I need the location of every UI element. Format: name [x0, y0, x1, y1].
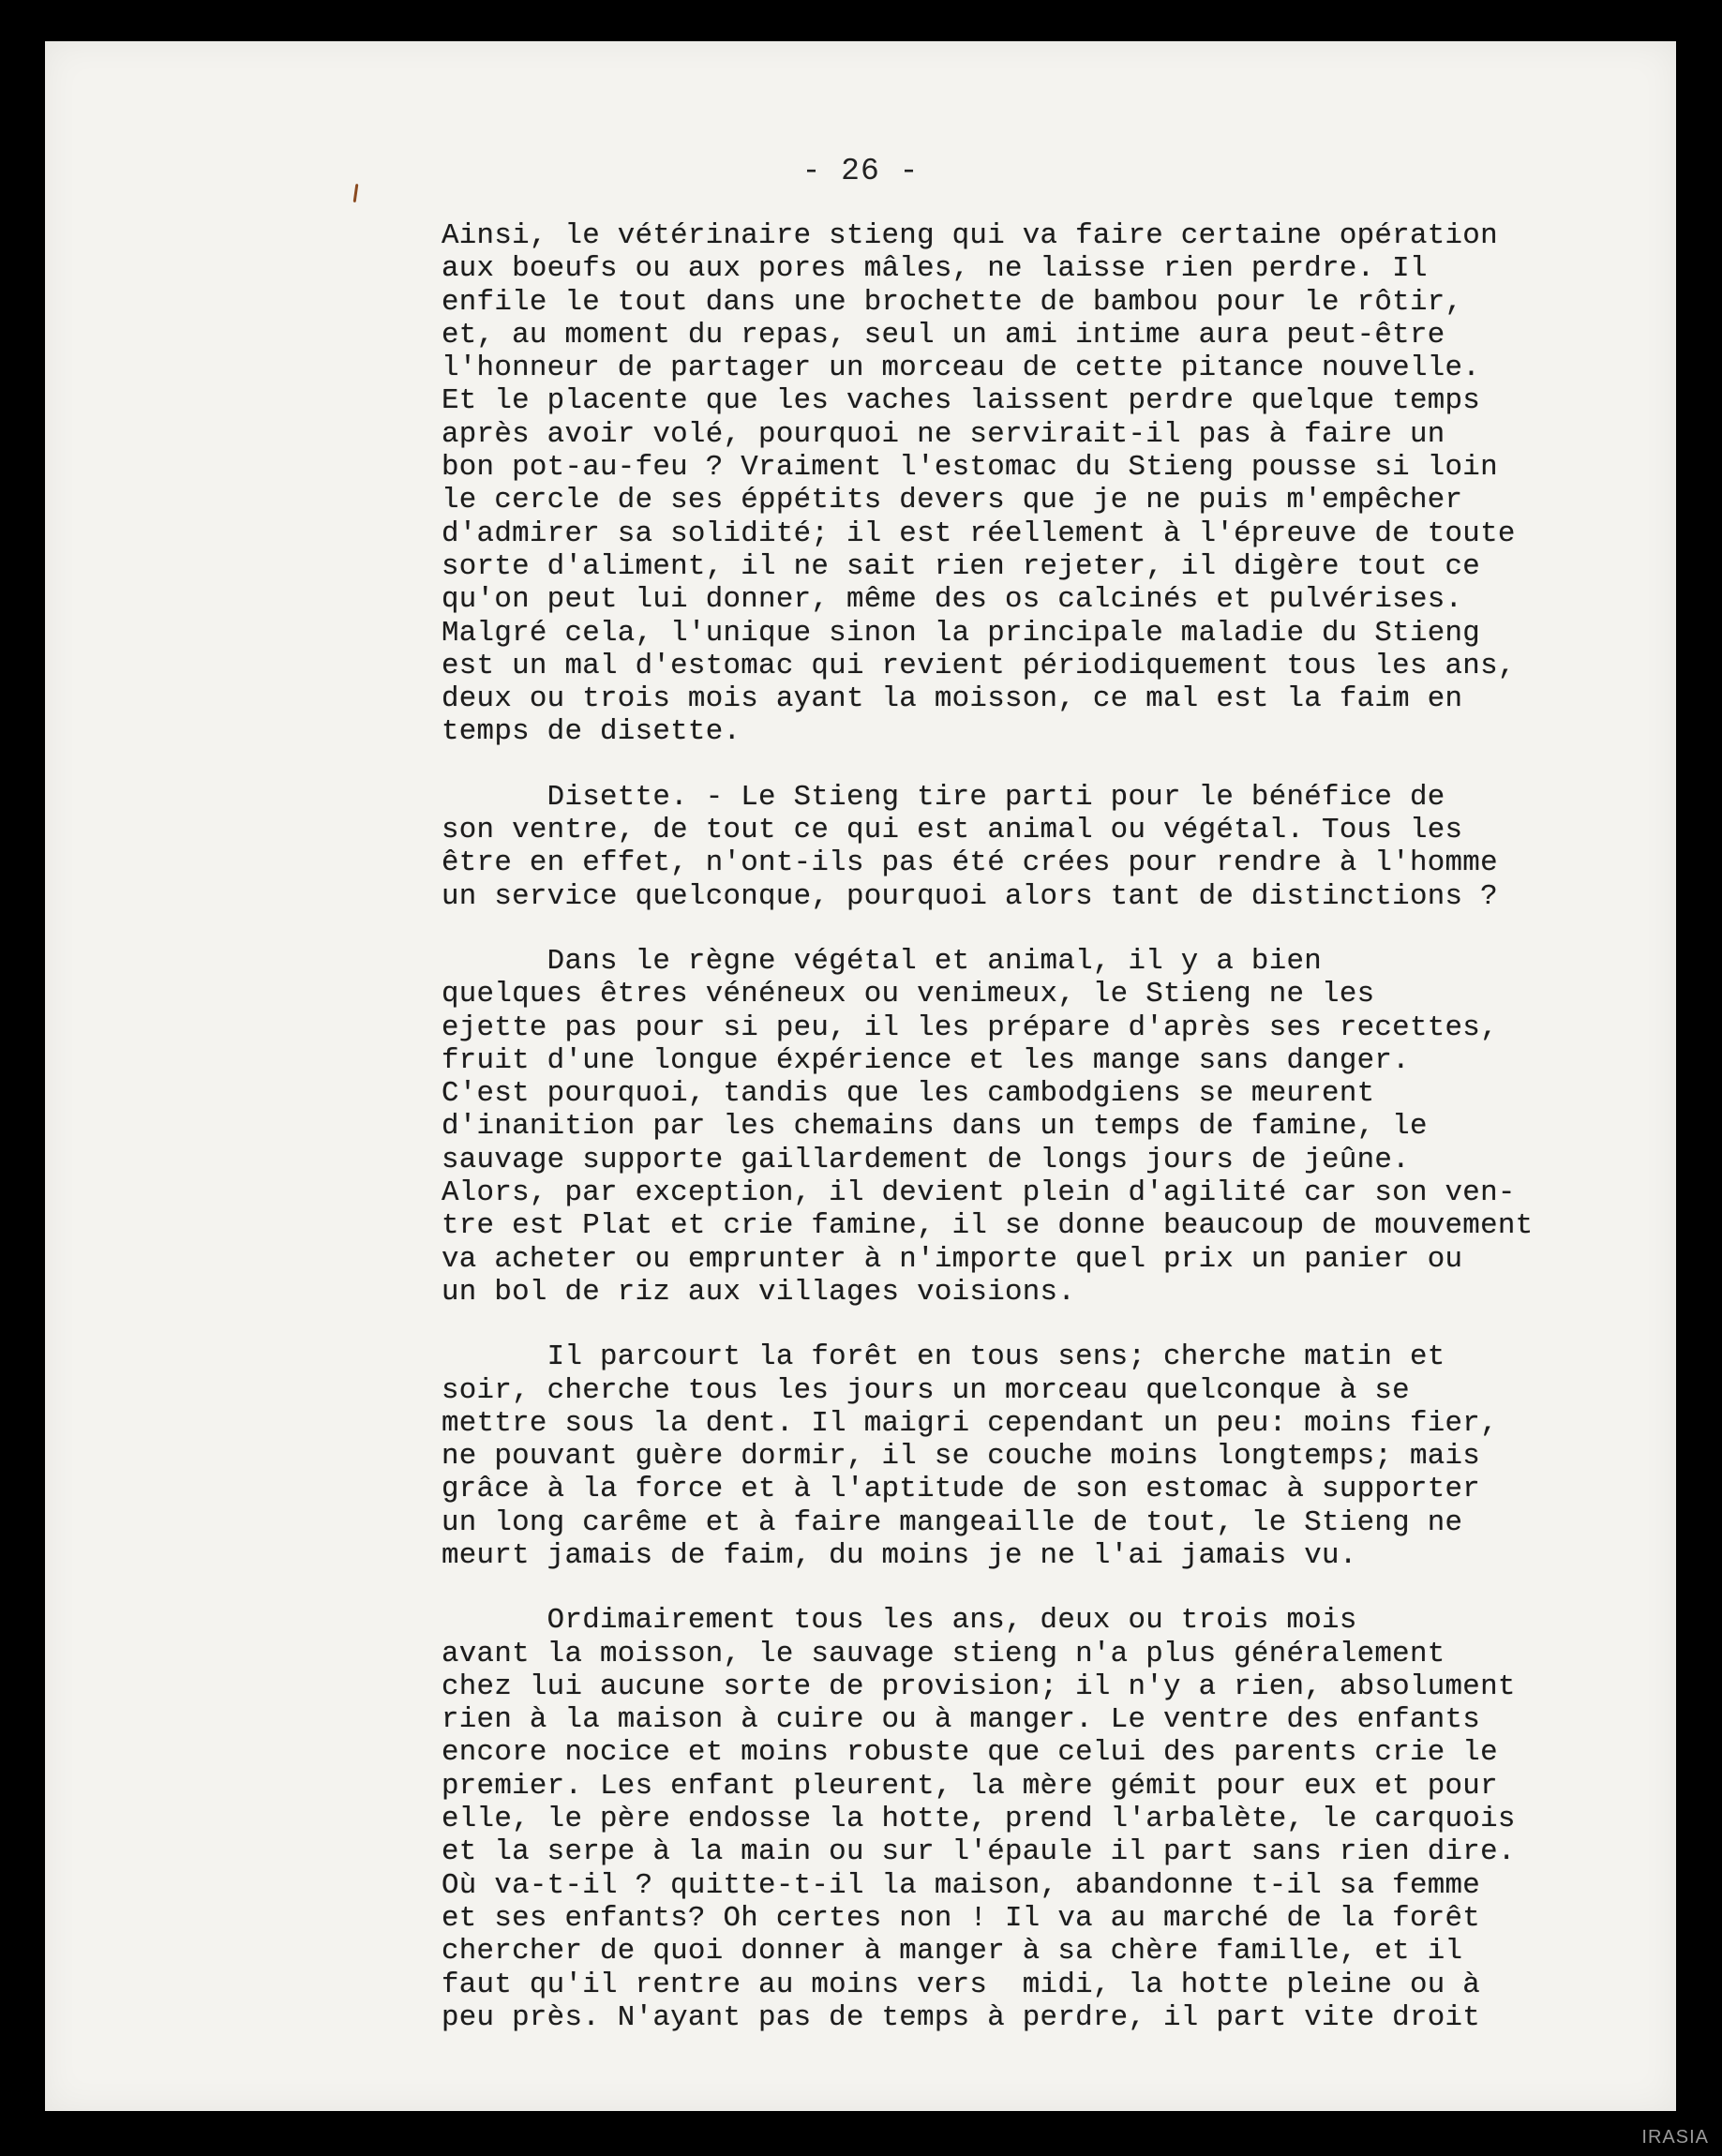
text-line: l'honneur de partager un morceau de cette pitance nouvelle. — [442, 352, 1481, 385]
text-line: Disette. - Le Stieng tire parti pour le bénéfice de — [442, 780, 1445, 814]
text-line: deux ou trois mois ayant la moisson, ce mal est la faim en — [442, 682, 1463, 716]
text-line: Alors, par exception, il devient plein d'agilité car son ven- — [442, 1176, 1516, 1210]
text-line: grâce à la force et à l'aptitude de son estomac à supporter — [442, 1473, 1481, 1506]
text-line: qu'on peut lui donner, même des os calcinés et pulvérises. — [442, 583, 1463, 617]
text-line: bon pot-au-feu ? Vraiment l'estomac du Stieng pousse si loin — [442, 451, 1498, 485]
text-line: va acheter ou emprunter à n'importe quel prix un panier ou — [442, 1242, 1463, 1276]
text-line: mettre sous la dent. Il maigri cependant un peu: moins fier, — [442, 1406, 1498, 1440]
text-line: après avoir volé, pourquoi ne servirait-il pas à faire un — [442, 417, 1445, 451]
text-line: enfile le tout dans une brochette de bambou pour le rôtir, — [442, 285, 1463, 319]
text-line: premier. Les enfant pleurent, la mère gémit pour eux et pour — [442, 1769, 1498, 1803]
text-line: aux boeufs ou aux pores mâles, ne laisse rien perdre. Il — [442, 252, 1428, 286]
text-line: tre est Plat et crie famine, il se donne beaucoup de mouvement — [442, 1209, 1534, 1243]
text-line: rien à la maison à cuire ou à manger. Le ventre des enfants — [442, 1703, 1481, 1737]
text-line: meurt jamais de faim, du moins je ne l'ai jamais vu. — [442, 1538, 1357, 1572]
text-line: ejette pas pour si peu, il les prépare d'après ses recettes, — [442, 1011, 1498, 1044]
text-line: chez lui aucune sorte de provision; il n'y a rien, absolument — [442, 1669, 1516, 1703]
text-line: chercher de quoi donner à manger à sa chère famille, et il — [442, 1935, 1463, 1969]
text-line: Dans le règne végétal et animal, il y a bien — [442, 944, 1323, 978]
text-line: peu près. N'ayant pas de temps à perdre, il part vite droit — [442, 2000, 1481, 2034]
paragraph — [442, 945, 1722, 1309]
text-line: un long carême et à faire mangeaille de tout, le Stieng ne — [442, 1505, 1463, 1539]
text-line: avant la moisson, le sauvage stieng n'a plus généralement — [442, 1637, 1445, 1670]
page-number: - 26 - — [801, 154, 920, 188]
text-line: Ordimairement tous les ans, deux ou trois mois — [442, 1604, 1357, 1638]
paragraph — [442, 1340, 1722, 1572]
text-line: sauvage supporte gaillardement de longs jours de jeûne. — [442, 1143, 1410, 1176]
text-line: sorte d'aliment, il ne sait rien rejeter, il digère tout ce — [442, 549, 1481, 583]
paragraph — [442, 219, 1722, 749]
text-line: soir, cherche tous les jours un morceau quelconque à se — [442, 1373, 1410, 1407]
paragraph — [442, 781, 1722, 913]
text-line: un service quelconque, pourquoi alors tant de distinctions ? — [442, 879, 1498, 913]
text-line: le cercle de ses éppétits devers que je ne puis m'empêcher — [442, 484, 1463, 517]
text-line: et ses enfants? Oh certes non ! Il va au marché de la forêt — [442, 1901, 1481, 1935]
typewritten-body — [442, 219, 1722, 2066]
text-line: elle, le père endosse la hotte, prend l'arbalète, le carquois — [442, 1803, 1516, 1836]
text-line: fruit d'une longue éxpérience et les mange sans danger. — [442, 1043, 1410, 1077]
text-line: quelques êtres vénéneux ou venimeux, le Stieng ne les — [442, 978, 1375, 1011]
text-line: et la serpe à la main ou sur l'épaule il part sans rien dire. — [442, 1835, 1516, 1869]
paragraph — [442, 1604, 1722, 2034]
text-line: Ainsi, le vétérinaire stieng qui va faire certaine opération — [442, 219, 1498, 252]
text-line: encore nocice et moins robuste que celui des parents crie le — [442, 1736, 1498, 1770]
text-line: Malgré cela, l'unique sinon la principale maladie du Stieng — [442, 616, 1481, 650]
text-line: être en effet, n'ont-ils pas été crées pour rendre à l'homme — [442, 846, 1498, 880]
text-line: son ventre, de tout ce qui est animal ou végétal. Tous les — [442, 814, 1463, 847]
watermark-label: IRASIA — [1641, 2127, 1709, 2148]
text-line: Il parcourt la forêt en tous sens; cherche matin et — [442, 1340, 1445, 1374]
text-line: un bol de riz aux villages voisions. — [442, 1275, 1076, 1309]
text-line: d'admirer sa solidité; il est réellement à l'épreuve de toute — [442, 517, 1516, 550]
text-line: faut qu'il rentre au moins vers midi, la hotte pleine ou à — [442, 1968, 1481, 2001]
paper-sheet — [45, 41, 1676, 2111]
text-line: C'est pourquoi, tandis que les cambodgiens se meurent — [442, 1077, 1375, 1111]
text-line: Et le placente que les vaches laissent perdre quelque temps — [442, 384, 1481, 418]
text-line: est un mal d'estomac qui revient périodiquement tous les ans, — [442, 649, 1516, 682]
text-line: temps de disette. — [442, 715, 741, 749]
text-line: et, au moment du repas, seul un ami intime aura peut-être — [442, 318, 1445, 352]
text-line: d'inanition par les chemains dans un temps de famine, le — [442, 1110, 1428, 1144]
text-line: ne pouvant guère dormir, il se couche moins longtemps; mais — [442, 1440, 1481, 1474]
text-line: Où va-t-il ? quitte-t-il la maison, abandonne t-il sa femme — [442, 1868, 1481, 1902]
